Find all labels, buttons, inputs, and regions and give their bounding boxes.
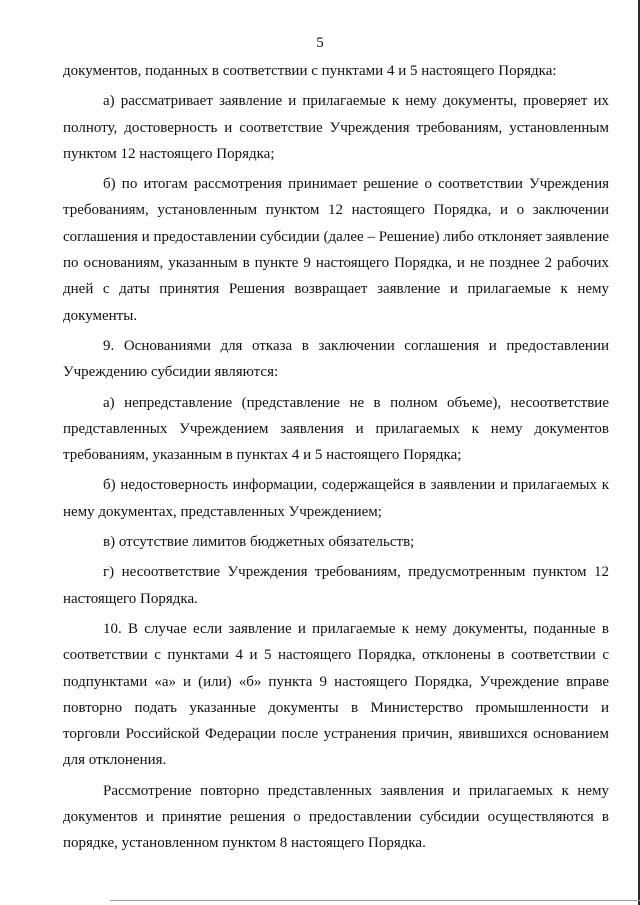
paragraph: а) непредставление (представление не в полном объеме), несоответствие представленных Учреждением заявления и прилагаемых к нему документов требованиям, указанным в пунктах 4 и 5 настоящего Порядка; xyxy=(63,394,609,464)
paragraph: а) рассматривает заявление и прилагаемые к нему документы, проверяет их полноту, достоверность и соответствие Учреждения требованиям, установленным пунктом 12 настоящего Порядка; xyxy=(63,93,609,162)
paragraph: Рассмотрение повторно представленных заявления и прилагаемых к нему документов и принятие решения о предоставлении субсидии осуществляются в порядке, установленном пунктом 8 настоящего Порядка. xyxy=(63,782,609,852)
page-number: 5 xyxy=(316,35,324,51)
document-body xyxy=(63,58,609,861)
paragraph: 10. В случае если заявление и прилагаемые к нему документы, поданные в соответствии с пунктами 4 и 5 настоящего Порядка, отклонены в соответствии с подпунктами «а» и (или) «б» пункта 9 настоящего Порядка, Учреждение вправе повторно подать указанные документы в Министерство промышленности и торговли Российской Федерации после устранения причин, явившихся основанием для отклонения. xyxy=(63,620,609,769)
paragraph: документов, поданных в соответствии с пунктами 4 и 5 настоящего Порядка: xyxy=(63,63,557,79)
paragraph: 9. Основаниями для отказа в заключении соглашения и предоставлении Учреждению субсидии являются: xyxy=(63,337,609,381)
scan-edge-bottom xyxy=(110,900,640,901)
paragraph: г) несоответствие Учреждения требованиям, предусмотренным пунктом 12 настоящего Порядка. xyxy=(63,564,609,607)
paragraph: б) недостоверность информации, содержащейся в заявлении и прилагаемых к нему документах, представленных Учреждением; xyxy=(63,477,609,520)
paragraph: в) отсутствие лимитов бюджетных обязательств; xyxy=(103,534,415,551)
paragraph: б) по итогам рассмотрения принимает решение о соответствии Учреждения требованиям, установленным пунктом 12 настоящего Порядка, и о заключении соглашения и предоставлении субсидии (далее – Решение) либо отклоняет заявление по основаниям, указанным в пункте 9 настоящего Порядка, и не позднее 2 рабочих дней с даты принятия Решения возвращает заявление и прилагаемые к нему документы. xyxy=(63,176,609,324)
